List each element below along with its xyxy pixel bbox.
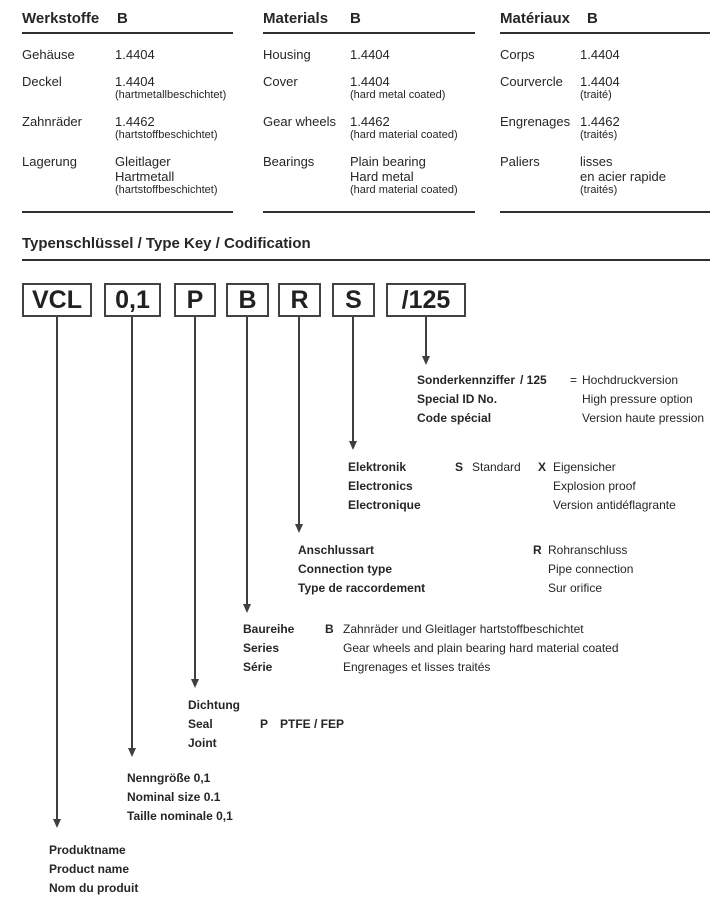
expl-label: Type de raccordement bbox=[298, 581, 426, 595]
table-body bbox=[263, 34, 475, 213]
arrow-to-electronics bbox=[352, 317, 354, 441]
explanation-product-name bbox=[49, 841, 138, 898]
table-grade: B bbox=[350, 10, 361, 27]
code-text: /125 bbox=[401, 285, 451, 314]
table-grade: B bbox=[587, 10, 598, 27]
table-row bbox=[500, 47, 710, 62]
table-row bbox=[500, 74, 710, 102]
code-box-connection bbox=[278, 283, 321, 317]
table-row bbox=[263, 154, 475, 197]
row-value: 1.4462 (hartstoffbeschichtet) bbox=[115, 114, 218, 141]
expl-label: Electronique bbox=[348, 498, 421, 512]
expl-code: S bbox=[455, 460, 464, 474]
row-label: Gear wheels bbox=[263, 114, 336, 129]
expl-code: X bbox=[538, 460, 547, 474]
code-text: B bbox=[238, 285, 257, 314]
table-row bbox=[22, 114, 233, 142]
row-label: Housing bbox=[263, 47, 311, 62]
table-row bbox=[263, 47, 475, 62]
code-box-nominal-size bbox=[104, 283, 161, 317]
expl-desc: High pressure option bbox=[582, 392, 693, 406]
code-text: P bbox=[186, 285, 204, 314]
row-label: Bearings bbox=[263, 154, 315, 169]
expl-desc: Version haute pression bbox=[582, 411, 705, 425]
table-title: Werkstoffe bbox=[22, 10, 100, 27]
table-title: Matériaux bbox=[500, 10, 571, 27]
expl-label: Anschlussart bbox=[298, 543, 375, 557]
expl-desc: Standard bbox=[472, 460, 521, 474]
expl-desc: Engrenages et lisses traités bbox=[343, 660, 491, 674]
expl-label: Seal bbox=[188, 717, 213, 731]
table-row bbox=[22, 47, 233, 62]
explanation-electronics bbox=[348, 458, 676, 515]
expl-label: Connection type bbox=[298, 562, 393, 576]
explanation-seal bbox=[188, 696, 344, 753]
code-box-product-name bbox=[22, 283, 92, 317]
table-grade: B bbox=[117, 10, 128, 27]
arrow-to-product-name bbox=[56, 317, 58, 819]
expl-desc: Explosion proof bbox=[553, 479, 636, 493]
row-value: 1.4462 (traités) bbox=[580, 114, 620, 141]
expl-label: Elektronik bbox=[348, 460, 407, 474]
expl-label: Special ID No. bbox=[417, 392, 498, 406]
row-value: 1.4404 bbox=[580, 47, 620, 62]
explanation-connection-type bbox=[298, 541, 633, 598]
arrow-to-special-id bbox=[425, 317, 427, 356]
code-box-seal bbox=[174, 283, 216, 317]
row-value: 1.4404 (traité) bbox=[580, 74, 620, 101]
code-box-series bbox=[226, 283, 269, 317]
explanation-special-id bbox=[417, 371, 704, 428]
expl-label: Sonderkennziffer bbox=[417, 373, 516, 387]
row-label: Deckel bbox=[22, 74, 62, 89]
table-body bbox=[500, 34, 710, 213]
table-body bbox=[22, 34, 233, 213]
code-text: R bbox=[290, 285, 309, 314]
expl-equals: = bbox=[570, 373, 578, 387]
row-value: 1.4404 (hard metal coated) bbox=[350, 74, 446, 101]
explanation-series bbox=[243, 620, 619, 677]
expl-label: Joint bbox=[188, 736, 217, 750]
row-label: Cover bbox=[263, 74, 298, 89]
type-key-heading: Typenschlüssel / Type Key / Codification bbox=[22, 234, 710, 261]
code-box-electronics bbox=[332, 283, 375, 317]
expl-label: Electronics bbox=[348, 479, 413, 493]
expl-code: B bbox=[325, 622, 334, 636]
expl-desc: Hochdruckversion bbox=[582, 373, 679, 387]
arrow-to-series bbox=[246, 317, 248, 604]
materials-table-de bbox=[22, 10, 233, 213]
expl-label: Nominal size 0.1 bbox=[127, 790, 221, 804]
row-value: 1.4404 bbox=[115, 47, 155, 62]
row-label: Paliers bbox=[500, 154, 540, 169]
expl-label: Série bbox=[243, 660, 273, 674]
expl-desc: Version antidéflagrante bbox=[553, 498, 676, 512]
row-label: Lagerung bbox=[22, 154, 77, 169]
row-label: Zahnräder bbox=[22, 114, 82, 129]
row-value: 1.4404 bbox=[350, 47, 390, 62]
expl-label: Product name bbox=[49, 862, 130, 876]
row-value: lisses en acier rapide (traités) bbox=[580, 154, 666, 196]
expl-desc: Pipe connection bbox=[548, 562, 634, 576]
expl-desc: PTFE / FEP bbox=[280, 717, 345, 731]
table-row bbox=[500, 154, 710, 197]
materials-table-fr bbox=[500, 10, 710, 213]
expl-label: Code spécial bbox=[417, 411, 492, 425]
table-header bbox=[263, 10, 475, 34]
materials-table-en bbox=[263, 10, 475, 213]
expl-label: Dichtung bbox=[188, 698, 240, 712]
expl-desc: Zahnräder und Gleitlager hartstoffbeschichtet bbox=[343, 622, 584, 636]
expl-label: Baureihe bbox=[243, 622, 295, 636]
table-title: Materials bbox=[263, 10, 329, 27]
expl-label: Nom du produit bbox=[49, 881, 139, 895]
expl-code: R bbox=[533, 543, 542, 557]
expl-desc: Sur orifice bbox=[548, 581, 603, 595]
expl-label: Taille nominale 0,1 bbox=[127, 809, 233, 823]
expl-code: / 125 bbox=[520, 373, 547, 387]
expl-label: Series bbox=[243, 641, 280, 655]
expl-desc: Eigensicher bbox=[553, 460, 616, 474]
row-value: 1.4404 (hartmetallbeschichtet) bbox=[115, 74, 227, 101]
expl-desc: Rohranschluss bbox=[548, 543, 628, 557]
row-value: Gleitlager Hartmetall (hartstoffbeschichtet) bbox=[115, 154, 218, 196]
row-label: Gehäuse bbox=[22, 47, 75, 62]
expl-label: Produktname bbox=[49, 843, 126, 857]
code-text: 0,1 bbox=[115, 285, 150, 314]
table-row bbox=[500, 114, 710, 142]
expl-label: Nenngröße 0,1 bbox=[127, 771, 211, 785]
table-header bbox=[500, 10, 710, 34]
table-row bbox=[22, 154, 233, 197]
row-label: Courvercle bbox=[500, 74, 563, 89]
row-value: Plain bearing Hard metal (hard material coated) bbox=[350, 154, 458, 196]
table-row bbox=[263, 74, 475, 102]
arrow-to-seal bbox=[194, 317, 196, 679]
table-row bbox=[22, 74, 233, 102]
expl-desc: Gear wheels and plain bearing hard material coated bbox=[343, 641, 619, 655]
row-value: 1.4462 (hard material coated) bbox=[350, 114, 458, 141]
expl-code: P bbox=[260, 717, 269, 731]
table-header bbox=[22, 10, 233, 34]
table-row bbox=[263, 114, 475, 142]
code-box-special-id bbox=[386, 283, 466, 317]
arrow-to-nominal-size bbox=[131, 317, 133, 748]
row-label: Engrenages bbox=[500, 114, 571, 129]
explanation-nominal-size bbox=[127, 769, 233, 826]
arrow-to-connection bbox=[298, 317, 300, 524]
code-text: VCL bbox=[32, 285, 82, 314]
row-label: Corps bbox=[500, 47, 535, 62]
code-text: S bbox=[345, 285, 362, 314]
